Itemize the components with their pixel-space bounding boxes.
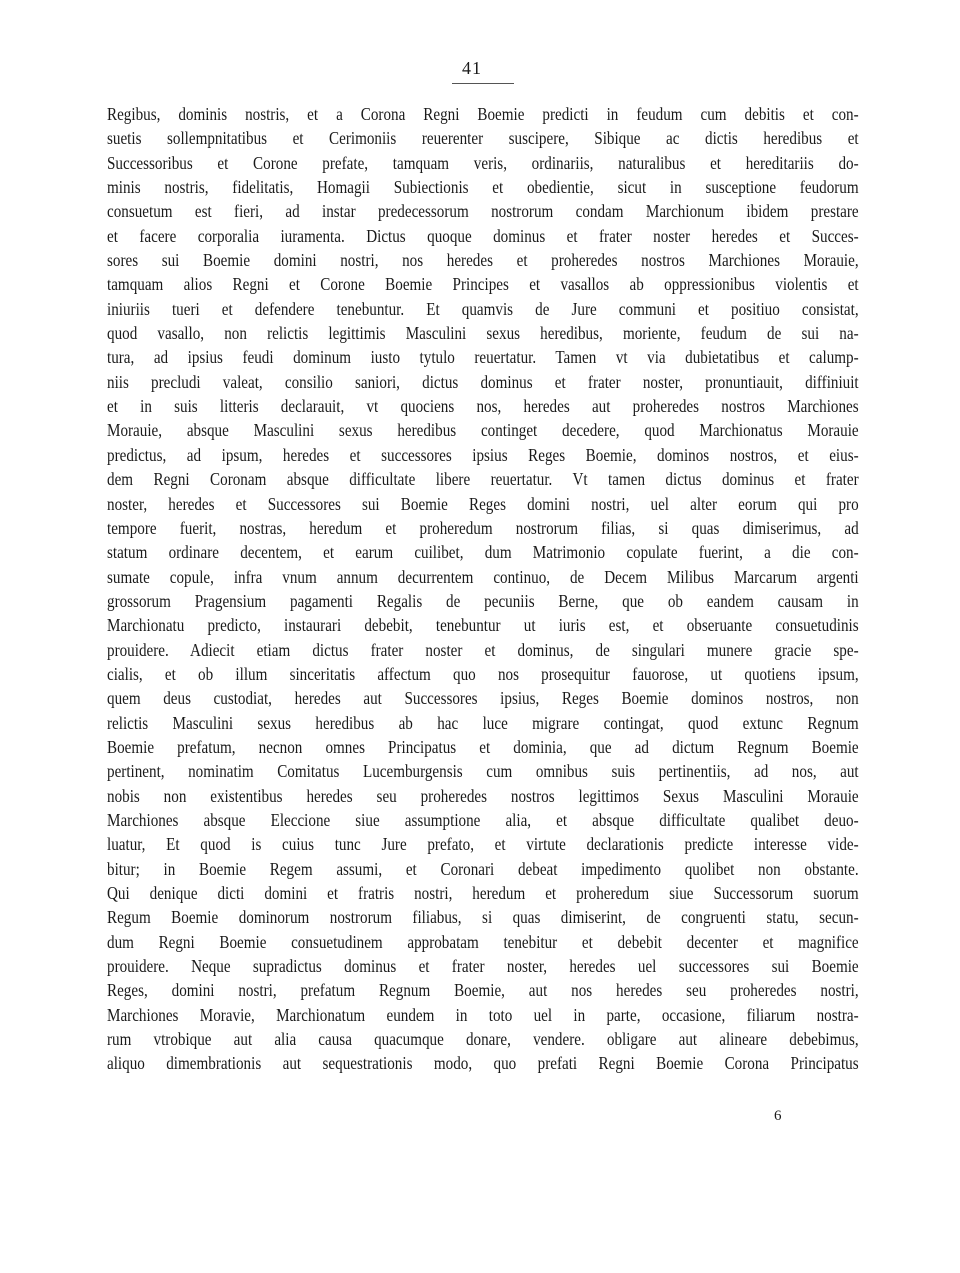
text-line: Marchiones absque Eleccione siue assumptione alia, et absque difficultate qualibet deuo- [107,809,859,830]
text-line: Marchiones Moravie, Marchionatum eundem in toto uel in parte, occasione, filiarum nostra- [107,1004,859,1025]
text-line: rum vtrobique aut alia causa quacumque donare, vendere. obligare aut alineare debebimus, [107,1029,859,1050]
text-line: pertinent, nominatim Comitatus Lucemburgensis cum omnibus suis pertinentiis, ad nos, aut [107,761,859,782]
text-line: Regibus, dominis nostris, et a Corona Regni Boemie predicti in feudum cum debitis et con- [107,104,859,124]
text-line: tura, ad ipsius feudi dominum iusto tytulo reuertatur. Tamen vt via dubietatibus et calump- [107,347,859,368]
text-line: niis precludi valeat, consilio saniori, dictus dominus et frater noster, pronuntiauit, diffiniuit [107,371,859,392]
text-line: Boemie prefatum, necnon omnes Principatus et dominia, que ad dictum Regnum Boemie [107,736,859,757]
text-line: Regum Boemie dominorum nostrorum filiabus, si quas dimiserint, de congruenti statu, secun- [107,907,859,928]
text-line: quem deus custodiat, heredes aut Successores ipsius, Reges Boemie dominos nostros, non [107,688,859,709]
text-line: iniuriis tueri et defendere tenebuntur. Et quamvis de Jure communi et positiuo consistat, [107,298,859,319]
text-line: consuetum est fieri, ad instar predecessorum nostrorum condam Marchionum ibidem prestare [107,201,859,222]
page-number: 41 [462,58,482,78]
text-line: tempore fuerit, nostras, heredum et proheredum nostrorum filias, si quas dimiserimus, ad [107,517,859,538]
text-line: minis nostris, fidelitatis, Homagii Subiectionis et obedientie, sicut in susceptione feudorum [107,177,859,198]
text-line: grossorum Pragensium pagamenti Regalis de pecuniis Berne, que ob eandem causam in [107,590,859,611]
text-line: prouidere. Neque supradictus dominus et frater noster, heredes uel successores sui Boemie [107,956,859,977]
text-line: nobis non existentibus heredes seu proheredes nostros legittimos Sexus Masculini Morauie [107,785,859,806]
text-line: prouidere. Adiecit etiam dictus frater noster et dominus, de singulari munere gracie spe- [107,639,859,660]
text-line: bitur; in Boemie Regem assumi, et Coronari debeat impedimento quolibet non obstante. [107,858,859,879]
text-line: dem Regni Coronam absque difficultate libere reuertatur. Vt tamen dictus dominus et frater [107,469,859,490]
body-text [107,102,859,1076]
text-line: predictus, ad ipsum, heredes et successores ipsius Reges Boemie, dominos nostros, et eius- [107,444,859,465]
text-line: Marchionatu predicto, instaurari debebit, tenebuntur ut iuris est, et obseruante consuetudinis [107,615,859,636]
text-line: Morauie, absque Masculini sexus heredibus continget decedere, quod Marchionatus Morauie [107,420,859,441]
text-line: et facere corporalia iuramenta. Dictus quoque dominus et frater noster heredes et Succes- [107,225,859,246]
text-line: luatur, Et quod is cuius tunc Jure prefato, et virtute declarationis predicte interesse vide- [107,834,859,855]
text-line: et in suis litteris declarauit, vt quociens nos, heredes aut proheredes nostros Marchiones [107,396,859,417]
text-line: Successoribus et Corone prefate, tamquam veris, ordinariis, naturalibus et hereditariis do- [107,152,859,173]
text-line: quod vasallo, non relictis legittimis Masculini sexus heredibus, moriente, feudum de sui na- [107,323,859,344]
text-line: suetis sollempnitatibus et Cerimoniis reuerenter suscipere, Sibique ac dictis heredibus et [107,128,859,149]
text-line: sores sui Boemie domini nostri, nos heredes et proheredes nostros Marchiones Morauie, [107,250,859,271]
text-line: aliquo dimembrationis aut sequestrationis modo, quo prefati Regni Boemie Corona Principatus [107,1053,859,1074]
page-number-rule [452,83,514,84]
text-line: dum Regni Boemie consuetudinem approbatam tenebitur et debebit decenter et magnifice [107,931,859,952]
text-line: relictis Masculini sexus heredibus ab hac luce migrare contingat, quod extunc Regnum [107,712,859,733]
text-line: sumate copule, infra vnum annum decurrentem continuo, de Decem Milibus Marcarum argenti [107,566,859,587]
text-line: statum ordinare decentem, et earum cuilibet, dum Matrimonio copulate fuerint, a die con- [107,542,859,563]
text-line: tamquam alios Regni et Corone Boemie Principes et vasallos ab oppressionibus violentis et [107,274,859,295]
signature-mark: 6 [774,1108,782,1124]
text-line: cialis, et ob illum sinceritatis affectum quo nos prosequitur fauorose, ut quotiens ipsum, [107,663,859,684]
text-line: Reges, domini nostri, prefatum Regnum Boemie, aut nos heredes seu proheredes nostri, [107,980,859,1001]
text-line: noster, heredes et Successores sui Boemie Reges domini nostri, uel alter eorum qui pro [107,493,859,514]
text-line: Qui denique dicti domini et fratris nostri, heredum et proheredum siue Successorum suorum [107,883,859,903]
